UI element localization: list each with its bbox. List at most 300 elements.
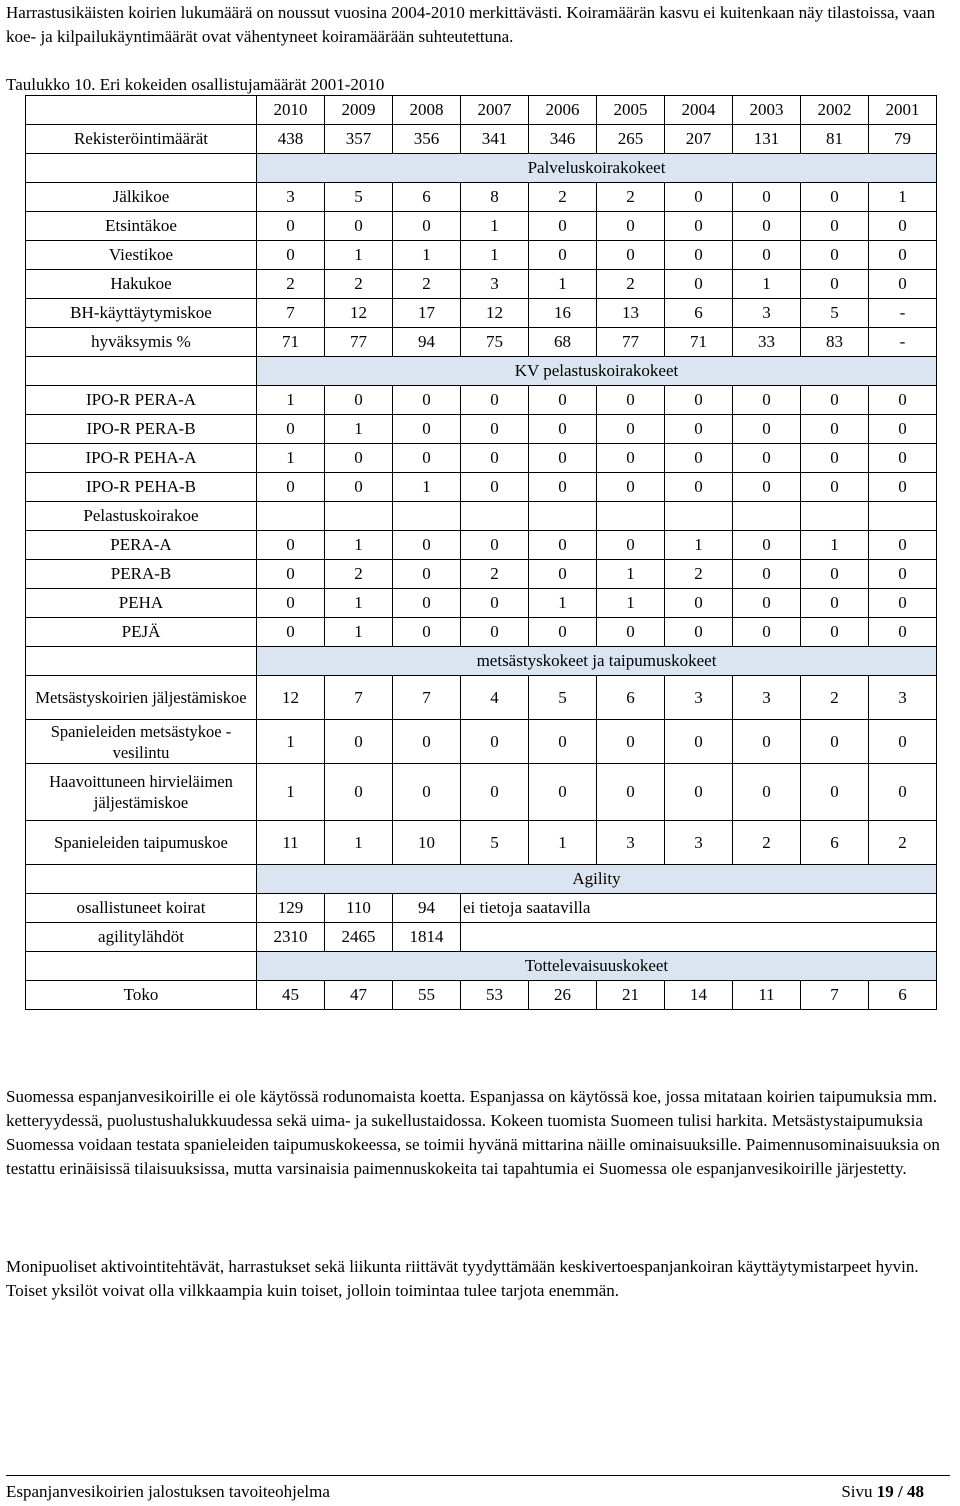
table-cell: 0 bbox=[597, 444, 665, 473]
section-row-toko bbox=[26, 952, 937, 981]
table-cell: 0 bbox=[665, 415, 733, 444]
table-cell: 0 bbox=[529, 531, 597, 560]
table-row bbox=[26, 328, 937, 357]
empty-cell bbox=[26, 357, 257, 386]
table-cell: 0 bbox=[529, 560, 597, 589]
row-label: Metsästyskoirien jäljestämiskoe bbox=[26, 676, 257, 720]
table-cell: 68 bbox=[529, 328, 597, 357]
table-cell: 45 bbox=[257, 981, 325, 1010]
table-cell: 1 bbox=[257, 720, 325, 764]
table-cell: 77 bbox=[325, 328, 393, 357]
table-cell: 7 bbox=[257, 299, 325, 328]
section-row-kv bbox=[26, 357, 937, 386]
table-cell: 2 bbox=[869, 821, 937, 865]
empty-cell bbox=[597, 502, 665, 531]
table-cell: 0 bbox=[597, 473, 665, 502]
table-row bbox=[26, 241, 937, 270]
year-header: 2005 bbox=[597, 96, 665, 125]
table-row bbox=[26, 589, 937, 618]
table-cell: 0 bbox=[665, 589, 733, 618]
row-label: BH-käyttäytymiskoe bbox=[26, 299, 257, 328]
table-cell: 0 bbox=[529, 212, 597, 241]
table-cell: 0 bbox=[869, 589, 937, 618]
table-cell: 10 bbox=[393, 821, 461, 865]
table-cell: 1 bbox=[257, 764, 325, 821]
table-cell: 0 bbox=[461, 618, 529, 647]
table-cell: 0 bbox=[393, 764, 461, 821]
table-cell: 1 bbox=[529, 821, 597, 865]
table-cell: 0 bbox=[461, 473, 529, 502]
section-heading: KV pelastuskoirakokeet bbox=[257, 357, 937, 386]
table-cell: 5 bbox=[529, 676, 597, 720]
table-cell: 3 bbox=[597, 821, 665, 865]
table-cell: 1 bbox=[665, 531, 733, 560]
table-cell: 0 bbox=[325, 444, 393, 473]
table-cell: 0 bbox=[733, 415, 801, 444]
table-cell: 3 bbox=[733, 676, 801, 720]
row-label: hyväksymis % bbox=[26, 328, 257, 357]
table-cell: 0 bbox=[801, 415, 869, 444]
table-cell: 0 bbox=[733, 212, 801, 241]
table-cell: 346 bbox=[529, 125, 597, 154]
year-header: 2004 bbox=[665, 96, 733, 125]
table-row bbox=[26, 386, 937, 415]
empty-cell bbox=[393, 502, 461, 531]
table-cell: 131 bbox=[733, 125, 801, 154]
table-cell: 0 bbox=[869, 386, 937, 415]
table-cell: 0 bbox=[393, 444, 461, 473]
table-cell: 0 bbox=[257, 531, 325, 560]
table-cell: 0 bbox=[393, 720, 461, 764]
table-cell: 1 bbox=[461, 241, 529, 270]
table-row bbox=[26, 212, 937, 241]
table-cell: 0 bbox=[529, 618, 597, 647]
table-cell: 12 bbox=[325, 299, 393, 328]
table-cell: 7 bbox=[393, 676, 461, 720]
table-cell: 1 bbox=[461, 212, 529, 241]
table-caption: Taulukko 10. Eri kokeiden osallistujamäärät 2001-2010 bbox=[6, 75, 385, 94]
table-cell: 0 bbox=[801, 270, 869, 299]
table-cell: 0 bbox=[733, 560, 801, 589]
page-label: Sivu bbox=[841, 1482, 873, 1501]
table-cell: 71 bbox=[665, 328, 733, 357]
table-cell: 1 bbox=[597, 589, 665, 618]
table-cell: 8 bbox=[461, 183, 529, 212]
table-cell: 6 bbox=[801, 821, 869, 865]
table-cell: 0 bbox=[597, 386, 665, 415]
empty-cell bbox=[665, 502, 733, 531]
table-cell: 0 bbox=[393, 589, 461, 618]
empty-cell bbox=[257, 502, 325, 531]
body-paragraph-activation: Monipuoliset aktivointitehtävät, harrastukset sekä liikunta riittävät tyydyttämään keskivertoespanjankoiran käyttäytymistarpeet hyvin. Toiset yksilöt voivat olla vilkkaampia kuin toiset, jolloin toimintaa tulee tarjota enemmän. bbox=[6, 1257, 919, 1300]
table-cell: 5 bbox=[461, 821, 529, 865]
year-header: 2002 bbox=[801, 96, 869, 125]
table-row bbox=[26, 764, 937, 821]
empty-cell bbox=[733, 502, 801, 531]
table-cell: 0 bbox=[801, 473, 869, 502]
table-cell: 1 bbox=[801, 531, 869, 560]
table-cell: 0 bbox=[733, 589, 801, 618]
table-cell: 0 bbox=[869, 618, 937, 647]
table-cell: 0 bbox=[665, 183, 733, 212]
row-label: Haavoittuneen hirvieläimen jäljestämiskoe bbox=[26, 764, 257, 821]
table-cell: 0 bbox=[597, 618, 665, 647]
table-cell: 53 bbox=[461, 981, 529, 1010]
table-cell: 0 bbox=[869, 720, 937, 764]
section-heading: Palveluskoirakokeet bbox=[257, 154, 937, 183]
table-cell: - bbox=[869, 299, 937, 328]
table-cell: 2 bbox=[801, 676, 869, 720]
page-current: 19 bbox=[876, 1482, 894, 1501]
table-cell: 4 bbox=[461, 676, 529, 720]
table-row bbox=[26, 531, 937, 560]
table-row bbox=[26, 821, 937, 865]
table-cell: 2 bbox=[325, 270, 393, 299]
table-cell: 0 bbox=[733, 183, 801, 212]
table-cell: 1 bbox=[257, 444, 325, 473]
table-row bbox=[26, 299, 937, 328]
table-cell: 21 bbox=[597, 981, 665, 1010]
row-label: Etsintäkoe bbox=[26, 212, 257, 241]
table-cell: 0 bbox=[529, 720, 597, 764]
table-row bbox=[26, 415, 937, 444]
table-cell: 129 bbox=[257, 894, 325, 923]
row-label: IPO-R PEHA-A bbox=[26, 444, 257, 473]
table-cell: 5 bbox=[801, 299, 869, 328]
table-cell: 13 bbox=[597, 299, 665, 328]
table-cell: 1 bbox=[325, 241, 393, 270]
table-cell: 12 bbox=[257, 676, 325, 720]
table-cell: 0 bbox=[257, 473, 325, 502]
table-cell: 1 bbox=[393, 473, 461, 502]
row-label: PEHA bbox=[26, 589, 257, 618]
table-cell: 1 bbox=[393, 241, 461, 270]
table-cell: 0 bbox=[461, 764, 529, 821]
table-cell: 0 bbox=[597, 720, 665, 764]
table-cell: 0 bbox=[801, 560, 869, 589]
intro-paragraph: Harrastusikäisten koirien lukumäärä on noussut vuosina 2004-2010 merkittävästi. Koiramäärän kasvu ei kuitenkaan näy tilastoissa, vaan koe- ja kilpailukäyntimäärät ovat vähentyneet koiramäärään suhteutettuna. bbox=[6, 3, 936, 46]
table-row bbox=[26, 473, 937, 502]
year-header: 2001 bbox=[869, 96, 937, 125]
year-header: 2008 bbox=[393, 96, 461, 125]
table-cell: 341 bbox=[461, 125, 529, 154]
table-cell: 2 bbox=[665, 560, 733, 589]
table-cell: 0 bbox=[801, 764, 869, 821]
table-cell: 0 bbox=[393, 560, 461, 589]
table-cell: 0 bbox=[257, 618, 325, 647]
empty-cell bbox=[325, 502, 393, 531]
table-cell: 0 bbox=[257, 415, 325, 444]
body-paragraph-breeds-tests: Suomessa espanjanvesikoirille ei ole käytössä rodunomaista koetta. Espanjassa on käytössä koe, jossa mitataan koirien taipumuksia mm. ketteryydessä, puolustushalukkuudessa sekä uima- ja sukellustaidossa. Kokeen tuomista Suomeen tulisi harkita. Metsästystaipumuksia Suomessa voidaan testata spanieleiden taipumuskokeessa, se toimii hyvänä mittarina näille ominaisuuksille. Paimennusominaisuuksia on testattu erinäisissä tilaisuuksissa, mutta varsinaisia paimennuskokeita tai tapahtumia ei Suomessa ole espanjanvesikoirille järjestetty. bbox=[6, 1087, 940, 1178]
table-cell: 207 bbox=[665, 125, 733, 154]
table-cell: 0 bbox=[665, 270, 733, 299]
table-cell: 6 bbox=[393, 183, 461, 212]
table-cell: 2 bbox=[257, 270, 325, 299]
table-cell: 71 bbox=[257, 328, 325, 357]
table-cell: 0 bbox=[869, 473, 937, 502]
table-row bbox=[26, 270, 937, 299]
table-cell: 1 bbox=[733, 270, 801, 299]
table-cell: 0 bbox=[325, 473, 393, 502]
row-label: IPO-R PERA-A bbox=[26, 386, 257, 415]
table-cell: 2 bbox=[597, 183, 665, 212]
row-label: PERA-A bbox=[26, 531, 257, 560]
row-label: Spanieleiden metsästykoe -vesilintu bbox=[26, 720, 257, 764]
table-row bbox=[26, 444, 937, 473]
table-cell: 0 bbox=[597, 415, 665, 444]
table-cell: 1 bbox=[325, 415, 393, 444]
row-label: Viestikoe bbox=[26, 241, 257, 270]
section-row-metsastys bbox=[26, 647, 937, 676]
table-cell: 17 bbox=[393, 299, 461, 328]
table-cell: 33 bbox=[733, 328, 801, 357]
table-cell: 2 bbox=[325, 560, 393, 589]
table-cell: 0 bbox=[597, 241, 665, 270]
table-cell: 1 bbox=[869, 183, 937, 212]
row-label: Pelastuskoirakoe bbox=[26, 502, 257, 531]
table-cell: 0 bbox=[597, 212, 665, 241]
table-cell: 0 bbox=[733, 618, 801, 647]
table-cell: 0 bbox=[597, 531, 665, 560]
table-cell: 14 bbox=[665, 981, 733, 1010]
table-row bbox=[26, 894, 937, 923]
footer-divider bbox=[6, 1475, 950, 1476]
table-cell: 0 bbox=[869, 531, 937, 560]
table-cell: 0 bbox=[733, 444, 801, 473]
table-cell: 0 bbox=[733, 764, 801, 821]
table-cell: 2 bbox=[461, 560, 529, 589]
table-cell: 1 bbox=[325, 821, 393, 865]
table-cell: 6 bbox=[597, 676, 665, 720]
table-cell: 0 bbox=[801, 589, 869, 618]
table-cell: 0 bbox=[801, 444, 869, 473]
table-cell: 94 bbox=[393, 328, 461, 357]
table-cell: 0 bbox=[801, 618, 869, 647]
table-cell: 11 bbox=[733, 981, 801, 1010]
table-cell: 357 bbox=[325, 125, 393, 154]
empty-cell bbox=[26, 96, 257, 125]
table-cell: 0 bbox=[801, 183, 869, 212]
table-cell: 6 bbox=[869, 981, 937, 1010]
agility-note: ei tietoja saatavilla bbox=[461, 894, 937, 923]
table-cell: 0 bbox=[665, 473, 733, 502]
row-label: Toko bbox=[26, 981, 257, 1010]
table-cell: 26 bbox=[529, 981, 597, 1010]
table-row bbox=[26, 981, 937, 1010]
table-cell: 0 bbox=[529, 415, 597, 444]
year-header: 2009 bbox=[325, 96, 393, 125]
table-cell: 1 bbox=[325, 618, 393, 647]
table-cell: 0 bbox=[461, 589, 529, 618]
table-cell: 0 bbox=[869, 241, 937, 270]
table-cell: 0 bbox=[393, 618, 461, 647]
registrations-row bbox=[26, 125, 937, 154]
row-label: PERA-B bbox=[26, 560, 257, 589]
table-cell: 0 bbox=[393, 415, 461, 444]
table-cell: 6 bbox=[665, 299, 733, 328]
table-cell: 79 bbox=[869, 125, 937, 154]
table-cell: 11 bbox=[257, 821, 325, 865]
empty-cell bbox=[801, 502, 869, 531]
table-cell: 0 bbox=[733, 720, 801, 764]
table-row bbox=[26, 618, 937, 647]
table-cell: 0 bbox=[665, 764, 733, 821]
table-cell: 0 bbox=[869, 415, 937, 444]
row-label: agilitylähdöt bbox=[26, 923, 257, 952]
table-cell: 0 bbox=[461, 415, 529, 444]
empty-cell bbox=[529, 502, 597, 531]
table-cell: 1814 bbox=[393, 923, 461, 952]
page-number bbox=[841, 1480, 924, 1504]
table-cell: 16 bbox=[529, 299, 597, 328]
row-label: Spanieleiden taipumuskoe bbox=[26, 821, 257, 865]
table-cell: 0 bbox=[869, 270, 937, 299]
section-row-palvelus bbox=[26, 154, 937, 183]
table-cell: 0 bbox=[665, 618, 733, 647]
table-row bbox=[26, 720, 937, 764]
row-label: PEJÄ bbox=[26, 618, 257, 647]
row-label: Rekisteröintimäärät bbox=[26, 125, 257, 154]
table-cell: 0 bbox=[869, 444, 937, 473]
table-cell: 356 bbox=[393, 125, 461, 154]
table-cell: 0 bbox=[257, 589, 325, 618]
table-cell: - bbox=[869, 328, 937, 357]
table-cell: 3 bbox=[665, 676, 733, 720]
table-cell: 0 bbox=[733, 241, 801, 270]
table-cell: 1 bbox=[529, 270, 597, 299]
table-cell: 1 bbox=[325, 589, 393, 618]
table-cell: 0 bbox=[461, 720, 529, 764]
table-cell: 0 bbox=[869, 560, 937, 589]
table-cell: 0 bbox=[393, 386, 461, 415]
table-cell: 0 bbox=[325, 212, 393, 241]
empty-cell bbox=[26, 647, 257, 676]
table-cell: 0 bbox=[665, 386, 733, 415]
table-cell: 110 bbox=[325, 894, 393, 923]
table-cell: 0 bbox=[801, 241, 869, 270]
table-cell: 5 bbox=[325, 183, 393, 212]
table-cell: 2 bbox=[733, 821, 801, 865]
table-cell: 0 bbox=[529, 386, 597, 415]
table-cell: 0 bbox=[257, 212, 325, 241]
year-header-row bbox=[26, 96, 937, 125]
table-cell: 0 bbox=[257, 241, 325, 270]
table-cell: 0 bbox=[869, 764, 937, 821]
participation-table bbox=[25, 95, 937, 1010]
row-label: osallistuneet koirat bbox=[26, 894, 257, 923]
empty-cell bbox=[26, 154, 257, 183]
table-cell: 2 bbox=[597, 270, 665, 299]
table-cell: 83 bbox=[801, 328, 869, 357]
section-row-agility bbox=[26, 865, 937, 894]
table-cell: 0 bbox=[801, 386, 869, 415]
table-cell: 0 bbox=[529, 241, 597, 270]
table-cell: 0 bbox=[393, 531, 461, 560]
table-cell: 0 bbox=[529, 473, 597, 502]
section-heading: Agility bbox=[257, 865, 937, 894]
table-cell: 0 bbox=[665, 444, 733, 473]
section-heading: Tottelevaisuuskokeet bbox=[257, 952, 937, 981]
table-cell: 438 bbox=[257, 125, 325, 154]
empty-cell bbox=[26, 952, 257, 981]
table-cell: 94 bbox=[393, 894, 461, 923]
table-cell: 75 bbox=[461, 328, 529, 357]
table-cell: 0 bbox=[325, 764, 393, 821]
table-cell: 0 bbox=[529, 444, 597, 473]
table-cell: 0 bbox=[801, 212, 869, 241]
year-header: 2007 bbox=[461, 96, 529, 125]
table-cell: 0 bbox=[529, 764, 597, 821]
table-cell: 3 bbox=[869, 676, 937, 720]
table-cell: 0 bbox=[393, 212, 461, 241]
table-cell: 1 bbox=[597, 560, 665, 589]
page-total: 48 bbox=[907, 1482, 924, 1501]
table-cell: 1 bbox=[257, 386, 325, 415]
table-cell: 2 bbox=[393, 270, 461, 299]
section-heading: metsästyskokeet ja taipumuskokeet bbox=[257, 647, 937, 676]
table-cell: 0 bbox=[801, 720, 869, 764]
table-cell: 2 bbox=[529, 183, 597, 212]
table-cell: 265 bbox=[597, 125, 665, 154]
table-row bbox=[26, 183, 937, 212]
table-cell: 0 bbox=[869, 212, 937, 241]
table-row bbox=[26, 923, 937, 952]
empty-cell bbox=[26, 865, 257, 894]
table-cell: 2310 bbox=[257, 923, 325, 952]
pelastus-label-row bbox=[26, 502, 937, 531]
year-header: 2003 bbox=[733, 96, 801, 125]
table-cell: 0 bbox=[665, 241, 733, 270]
row-label: Jälkikoe bbox=[26, 183, 257, 212]
table-row bbox=[26, 676, 937, 720]
row-label: Hakukoe bbox=[26, 270, 257, 299]
table-cell: 81 bbox=[801, 125, 869, 154]
table-cell: 77 bbox=[597, 328, 665, 357]
row-label: IPO-R PERA-B bbox=[26, 415, 257, 444]
table-cell: 0 bbox=[597, 764, 665, 821]
table-cell: 55 bbox=[393, 981, 461, 1010]
table-cell: 0 bbox=[733, 473, 801, 502]
table-cell: 0 bbox=[325, 720, 393, 764]
table-cell: 0 bbox=[665, 720, 733, 764]
table-cell: 0 bbox=[733, 531, 801, 560]
page-separator: / bbox=[898, 1482, 903, 1501]
table-cell: 0 bbox=[325, 386, 393, 415]
agility-note bbox=[461, 923, 937, 952]
table-cell: 0 bbox=[733, 386, 801, 415]
table-row bbox=[26, 560, 937, 589]
table-cell: 7 bbox=[325, 676, 393, 720]
table-cell: 0 bbox=[461, 386, 529, 415]
table-cell: 0 bbox=[461, 444, 529, 473]
table-cell: 0 bbox=[461, 531, 529, 560]
table-cell: 1 bbox=[325, 531, 393, 560]
footer-title: Espanjanvesikoirien jalostuksen tavoiteohjelma bbox=[6, 1482, 330, 1501]
table-cell: 47 bbox=[325, 981, 393, 1010]
empty-cell bbox=[461, 502, 529, 531]
table-cell: 0 bbox=[257, 560, 325, 589]
year-header: 2006 bbox=[529, 96, 597, 125]
year-header: 2010 bbox=[257, 96, 325, 125]
table-cell: 3 bbox=[461, 270, 529, 299]
row-label: IPO-R PEHA-B bbox=[26, 473, 257, 502]
table-cell: 3 bbox=[733, 299, 801, 328]
table-cell: 0 bbox=[665, 212, 733, 241]
table-cell: 7 bbox=[801, 981, 869, 1010]
table-cell: 3 bbox=[665, 821, 733, 865]
table-cell: 1 bbox=[529, 589, 597, 618]
table-cell: 12 bbox=[461, 299, 529, 328]
